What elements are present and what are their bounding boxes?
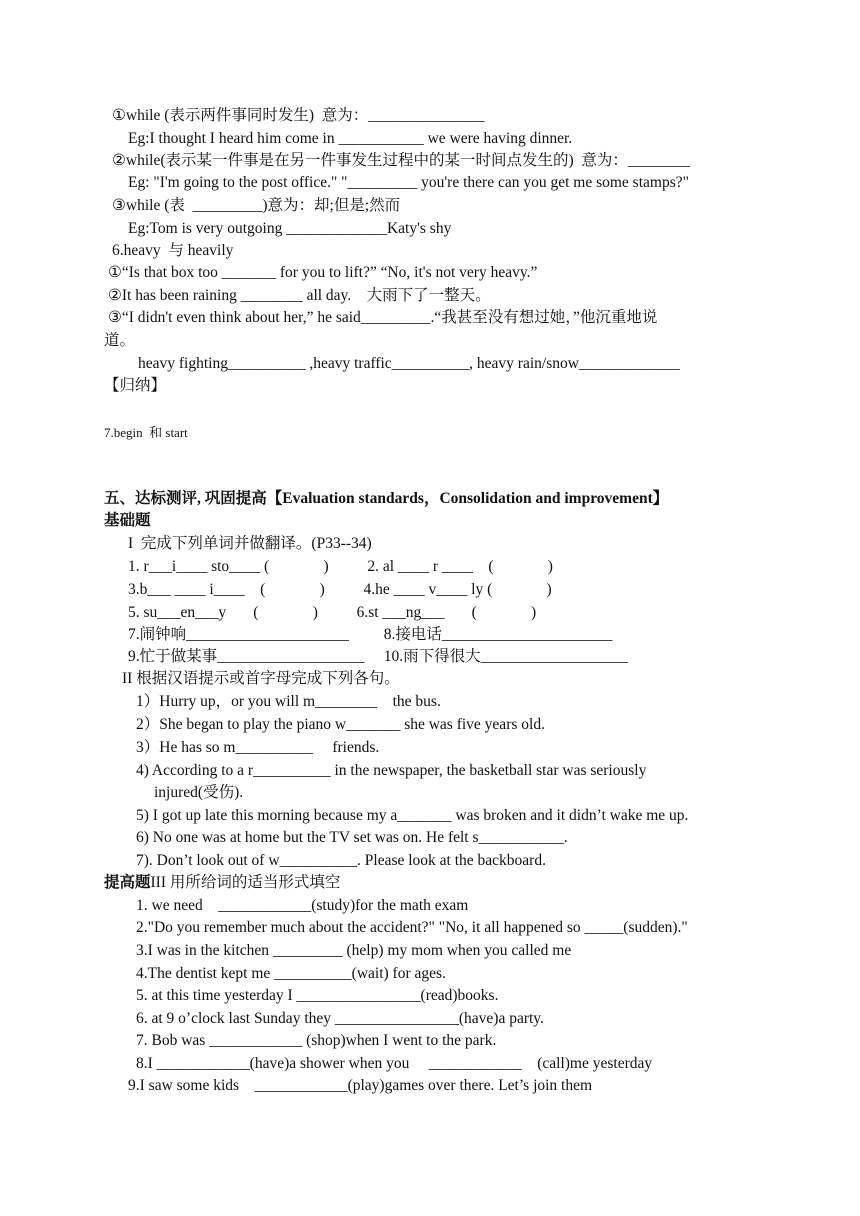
exercise-3-item-9: 9.I saw some kids ____________(play)games over there. Let’s join them: [128, 1077, 593, 1094]
section-title-evaluation: 五、达标测评, 巩固提高【Evaluation standards，Consolidation and improvement】: [104, 490, 669, 507]
word-row-2: 3.b___ ____ i____ ( ) 4.he ____ v____ ly ( ): [128, 581, 552, 598]
exercise-3-item-1: 1. we need ____________(study)for the math exam: [136, 897, 469, 914]
while-usage-3: ③while (表 _________)意为：却;但是;然而: [112, 197, 401, 214]
heavy-sentence-2: ②It has been raining ________ all day. 大雨下了一整天。: [108, 287, 491, 304]
summary-label: 【归纳】: [104, 377, 167, 394]
exercise-2-item-4-cont: injured(受伤).: [154, 784, 244, 801]
exercise-3-item-2: 2."Do you remember much about the accident?" "No, it all happened so _____(sudden).": [136, 919, 688, 936]
example-2: Eg: "I'm going to the post office." "_________ you're there can you get me some stamps?": [128, 174, 689, 191]
section-heading-heavy: 6.heavy 与 heavily: [112, 242, 234, 259]
phrase-row-1: 7.闹钟响_____________________ 8.接电话______________________: [128, 626, 613, 643]
heavy-sentence-1: ①“Is that box too _______ for you to lift?” “No, it's not very heavy.”: [108, 264, 538, 281]
exercise-2-item-7: 7). Don’t look out of w__________. Please look at the backboard.: [136, 852, 546, 869]
exercise-3-item-4: 4.The dentist kept me __________(wait) for ages.: [136, 965, 446, 982]
exercise-2-item-3: 3）He has so m__________ friends.: [136, 739, 380, 756]
exercise-3-item-7: 7. Bob was ____________ (shop)when I went to the park.: [136, 1032, 497, 1049]
exercise-1-instruction: I 完成下列单词并做翻译。(P33--34): [128, 535, 372, 552]
while-usage-1: ①while (表示两件事同时发生) 意为：_______________: [112, 107, 485, 124]
exercise-3-instruction: III 用所给词的适当形式填空: [150, 874, 341, 891]
word-row-1: 1. r___i____ sto____ ( ) 2. al ____ r ____ ( ): [128, 558, 553, 575]
exercise-2-item-1: 1）Hurry up，or you will m________ the bus.: [136, 693, 441, 710]
exercise-2-item-2: 2）She began to play the piano w_______ she was five years old.: [136, 716, 545, 733]
advanced-section-label: 提高题: [104, 874, 151, 891]
heavy-sentence-3-cont: 道。: [104, 332, 136, 349]
while-usage-2: ②while(表示某一件事是在另一件事发生过程中的某一时间点发生的) 意为：________: [112, 152, 690, 169]
exercise-2-item-5: 5) I got up late this morning because my a_______ was broken and it didn’t wake me up.: [136, 807, 689, 824]
word-row-3: 5. su___en___y ( ) 6.st ___ng___ ( ): [128, 604, 537, 621]
example-3: Eg:Tom is very outgoing _____________Katy's shy: [128, 220, 452, 237]
section-heading-begin-start: 7.begin 和 start: [104, 425, 188, 440]
heavy-sentence-3: ③“I didn't even think about her,” he said_________.“我甚至没有想过她，”他沉重地说: [108, 309, 658, 326]
exercise-3-item-5: 5. at this time yesterday I ________________(read)books.: [136, 987, 499, 1004]
exercise-2-item-4: 4) According to a r__________ in the newspaper, the basketball star was seriously: [136, 762, 647, 779]
exercise-3-item-3: 3.I was in the kitchen _________ (help) my mom when you called me: [136, 942, 572, 959]
basic-section-label: 基础题: [104, 512, 151, 529]
phrase-row-2: 9.忙于做某事___________________ 10.雨下得很大___________________: [128, 648, 628, 665]
exercise-3-item-6: 6. at 9 o’clock last Sunday they ________________(have)a party.: [136, 1010, 544, 1027]
exercise-2-instruction: II 根据汉语提示或首字母完成下列各句。: [122, 670, 400, 687]
exercise-3-item-8: 8.I ____________(have)a shower when you ____________ (call)me yesterday: [136, 1055, 653, 1072]
heavy-phrases: heavy fighting__________ ,heavy traffic__________, heavy rain/snow_____________: [138, 355, 680, 372]
exercise-2-item-6: 6) No one was at home but the TV set was on. He felt s___________.: [136, 829, 568, 846]
example-1: Eg:I thought I heard him come in ___________ we were having dinner.: [128, 130, 573, 147]
